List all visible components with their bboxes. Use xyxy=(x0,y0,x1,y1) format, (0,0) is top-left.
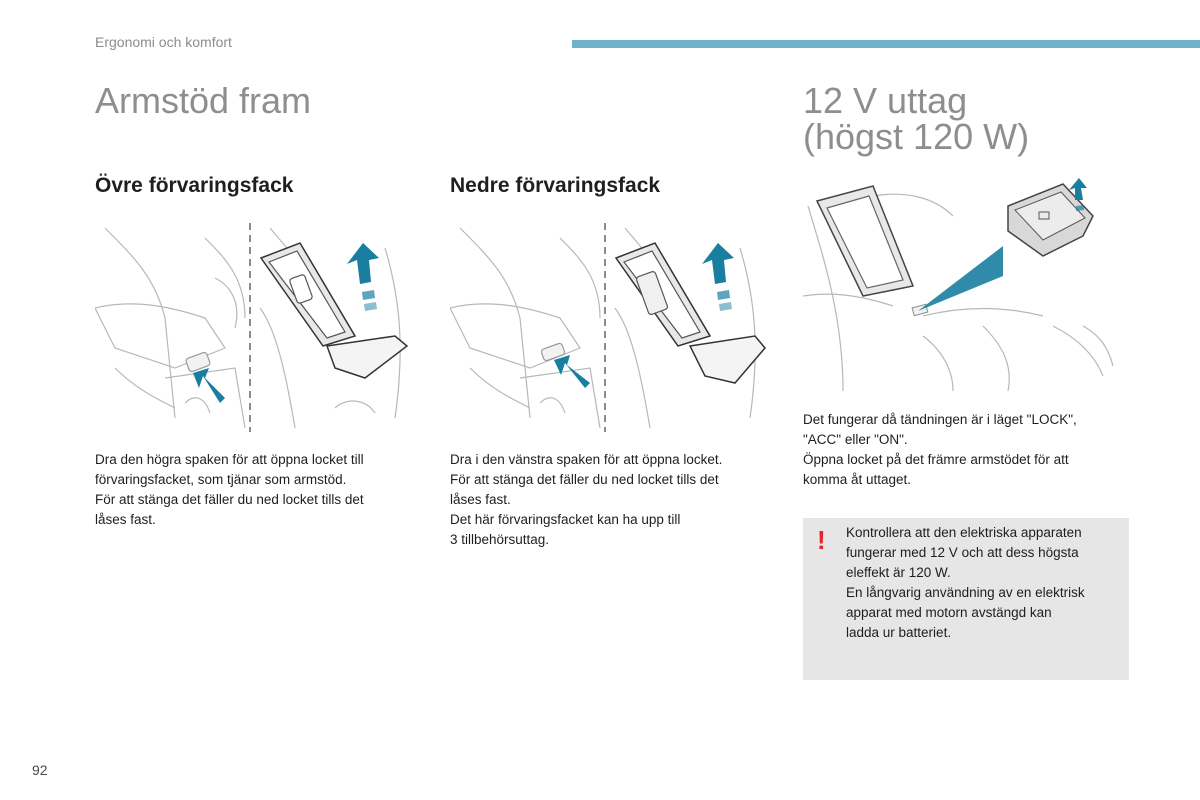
lower-compartment-illustration xyxy=(450,218,775,434)
section-label: Ergonomi och komfort xyxy=(95,34,232,50)
header-accent-bar xyxy=(572,40,1200,48)
socket-text xyxy=(803,410,1133,490)
lower-text-line: För att stänga det fäller du ned locket tills det xyxy=(450,472,719,487)
socket-text-line: "ACC" eller "ON". xyxy=(803,432,908,447)
warning-text-line: apparat med motorn avstängd kan xyxy=(846,605,1052,620)
lower-text-line: 3 tillbehörsuttag. xyxy=(450,532,550,547)
power-socket-illustration xyxy=(803,176,1128,396)
upper-compartment-heading: Övre förvaringsfack xyxy=(95,174,294,197)
socket-text-line: Öppna locket på det främre armstödet för att xyxy=(803,452,1069,467)
warning-box xyxy=(803,518,1129,680)
lower-compartment-text xyxy=(450,450,770,550)
page-number: 92 xyxy=(32,762,48,778)
warning-text-line: fungerar med 12 V och att dess högsta xyxy=(846,545,1079,560)
socket-title-line2: (högst 120 W) xyxy=(803,116,1030,157)
lower-text-line: Det här förvaringsfacket kan ha upp till xyxy=(450,512,681,527)
warning-text-line: En långvarig användning av en elektrisk xyxy=(846,585,1085,600)
warning-text-line: eleffekt är 120 W. xyxy=(846,565,951,580)
warning-text-line: Kontrollera att den elektriska apparaten xyxy=(846,525,1082,540)
upper-text-line: För att stänga det fäller du ned locket tills det xyxy=(95,492,364,507)
lower-text-line: låses fast. xyxy=(450,492,511,507)
upper-compartment-illustration xyxy=(95,218,420,434)
page-title: Armstöd fram xyxy=(95,80,312,121)
socket-title-line1: 12 V uttag xyxy=(803,80,968,121)
socket-text-line: Det fungerar då tändningen är i läget "LOCK", xyxy=(803,412,1077,427)
upper-text-line: Dra den högra spaken för att öppna locket till xyxy=(95,452,364,467)
warning-text-line: ladda ur batteriet. xyxy=(846,625,952,640)
upper-compartment-text xyxy=(95,450,415,530)
upper-text-line: förvaringsfacket, som tjänar som armstöd. xyxy=(95,472,347,487)
warning-icon: ! xyxy=(817,525,826,555)
lower-compartment-heading: Nedre förvaringsfack xyxy=(450,174,661,197)
socket-text-line: komma åt uttaget. xyxy=(803,472,912,487)
upper-text-line: låses fast. xyxy=(95,512,156,527)
lower-text-line: Dra i den vänstra spaken för att öppna locket. xyxy=(450,452,723,467)
warning-text xyxy=(846,523,1126,643)
